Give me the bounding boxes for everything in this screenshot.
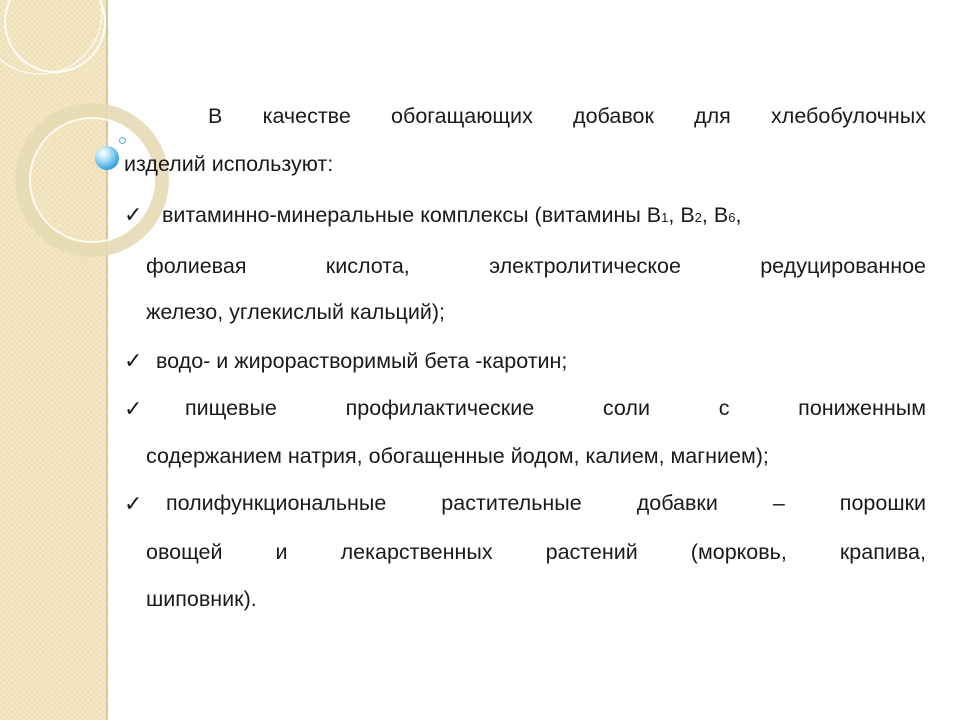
list-item-1-lead: витаминно-минеральные комплексы (витамины В (162, 203, 662, 227)
checkmark-icon: ✓ (124, 491, 143, 516)
list-item-4-line-2: овощей и лекарственных растений (морковь, крапива, (146, 540, 926, 564)
separator: , В (668, 203, 695, 227)
blue-orb-bullet-icon (95, 146, 119, 170)
list-item-1: ✓ витаминно-минеральные комплексы (витамины В 1 , В 2 , В 6 , (124, 202, 742, 227)
list-item-3-line-1: пищевые профилактические соли с пониженным (185, 396, 926, 420)
list-item-2-text: водо- и жирорастворимый бета -каротин; (155, 349, 568, 373)
checkmark-icon: ✓ (124, 348, 143, 373)
intro-line-1: В качестве обогащающих добавок для хлебобулочных (208, 104, 926, 128)
separator: , (735, 203, 742, 227)
separator: , В (701, 203, 729, 227)
small-ring-bullet-icon (119, 137, 126, 144)
list-item-1-line-3: железо, углекислый кальций); (146, 300, 445, 324)
list-item-3-line-2: содержанием натрия, обогащенные йодом, калием, магнием); (146, 444, 769, 468)
list-item-4 (124, 491, 926, 517)
intro-line-2: изделий используют: (124, 152, 334, 176)
list-item-1-line-2: фолиевая кислота, электролитическое редуцированное (146, 254, 926, 278)
list-item-3 (124, 396, 926, 422)
list-item-4-line-1: полифункциональные растительные добавки – порошки (166, 491, 926, 515)
list-item-2 (124, 348, 567, 374)
checkmark-icon: ✓ (124, 202, 143, 227)
list-item-4-line-3: шиповник). (146, 587, 257, 611)
checkmark-icon: ✓ (124, 396, 143, 421)
